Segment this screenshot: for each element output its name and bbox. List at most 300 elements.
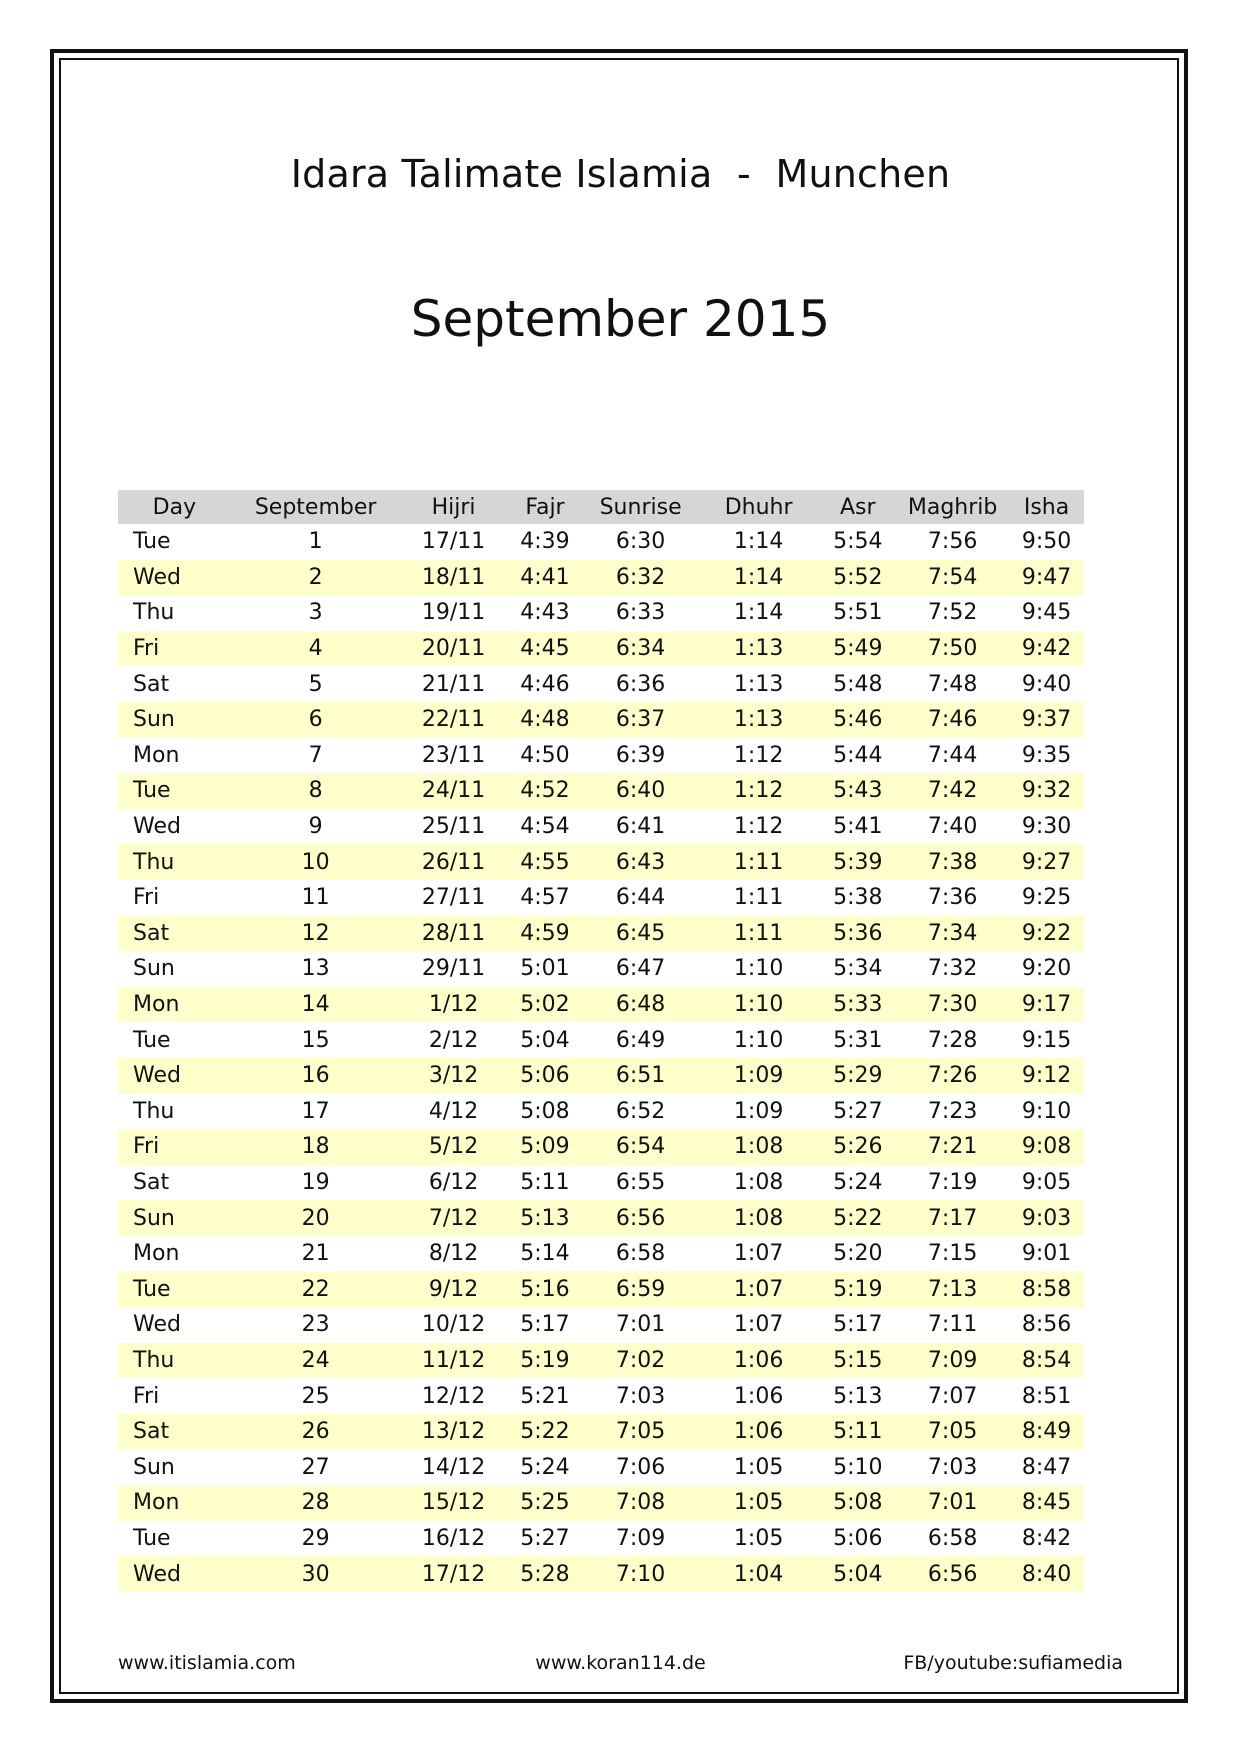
cell-hijri: 19/11: [421, 600, 486, 626]
cell-maghrib: 7:48: [927, 671, 978, 697]
cell-maghrib: 7:38: [896, 844, 1009, 880]
cell-day: Fri: [133, 1383, 160, 1409]
cell-isha: 8:54: [1009, 1343, 1084, 1379]
cell-sunrise: 6:45: [583, 916, 698, 952]
cell-dhuhr: 1:14: [733, 529, 784, 555]
cell-fajr: 5:19: [507, 1343, 584, 1379]
cell-fajr: 5:11: [520, 1169, 570, 1195]
cell-maghrib: 7:19: [927, 1169, 978, 1195]
cell-hijri: 7/12: [401, 1200, 507, 1236]
cell-maghrib: 7:30: [896, 987, 1009, 1023]
cell-sunrise: 6:41: [615, 814, 666, 840]
table-row: [118, 844, 1084, 880]
cell-fajr: 4:55: [507, 844, 584, 880]
cell-asr: 5:10: [833, 1454, 883, 1480]
cell-fajr: 5:04: [520, 1027, 570, 1053]
cell-day: Tue: [118, 773, 231, 809]
cell-dhuhr: 1:05: [733, 1525, 784, 1551]
cell-asr: 5:19: [819, 1271, 896, 1307]
cell-dhuhr: 1:04: [698, 1556, 820, 1592]
cell-sunrise: 6:47: [615, 956, 666, 982]
cell-asr: 5:08: [819, 1485, 896, 1521]
table-row: [118, 1271, 1084, 1307]
cell-day: Tue: [133, 529, 171, 555]
cell-dhuhr: 1:10: [698, 987, 820, 1023]
table-row: [118, 916, 1084, 952]
cell-sunrise: 6:37: [583, 702, 698, 738]
cell-sunrise: 7:03: [615, 1383, 666, 1409]
cell-maghrib: 7:07: [927, 1383, 978, 1409]
cell-date: 23: [301, 1312, 330, 1338]
cell-isha: 8:58: [1009, 1271, 1084, 1307]
cell-day: Wed: [118, 1058, 231, 1094]
cell-maghrib: 7:54: [896, 560, 1009, 596]
cell-dhuhr: 1:11: [698, 844, 820, 880]
cell-hijri: 17/11: [421, 529, 486, 555]
cell-dhuhr: 1:13: [733, 671, 784, 697]
cell-asr: 5:38: [833, 885, 883, 911]
cell-sunrise: 6:56: [583, 1200, 698, 1236]
cell-date: 17: [301, 1098, 330, 1124]
cell-maghrib: 7:01: [896, 1485, 1009, 1521]
cell-hijri: 17/12: [401, 1556, 507, 1592]
cell-dhuhr: 1:05: [698, 1485, 820, 1521]
cell-fajr: 5:17: [520, 1312, 570, 1338]
cell-isha: 9:30: [1021, 814, 1072, 840]
column-header-sunrise: Sunrise: [583, 490, 698, 524]
cell-sunrise: 6:58: [615, 1241, 666, 1267]
table-row: [118, 738, 1084, 774]
table-row: [118, 1485, 1084, 1521]
cell-day: Thu: [133, 600, 175, 626]
cell-fajr: 5:02: [507, 987, 584, 1023]
cell-fajr: 5:01: [520, 956, 570, 982]
cell-dhuhr: 1:09: [733, 1098, 784, 1124]
column-header-dhuhr: Dhuhr: [698, 490, 820, 524]
cell-sunrise: 6:54: [583, 1129, 698, 1165]
footer-link-koran114[interactable]: www.koran114.de: [535, 1652, 706, 1674]
cell-day: Sat: [133, 1169, 170, 1195]
cell-maghrib: 7:23: [927, 1098, 978, 1124]
cell-day: Sun: [118, 1200, 231, 1236]
cell-date: 12: [231, 916, 401, 952]
cell-fajr: 4:46: [520, 671, 570, 697]
cell-hijri: 1/12: [401, 987, 507, 1023]
cell-fajr: 5:13: [507, 1200, 584, 1236]
cell-sunrise: 6:43: [583, 844, 698, 880]
table-row: [118, 1449, 1084, 1485]
cell-asr: 5:20: [833, 1241, 883, 1267]
table-row: [118, 1521, 1084, 1557]
cell-fajr: 5:09: [507, 1129, 584, 1165]
cell-day: Thu: [118, 844, 231, 880]
cell-fajr: 5:14: [520, 1241, 570, 1267]
cell-isha: 9:22: [1009, 916, 1084, 952]
column-header-asr: Asr: [819, 490, 896, 524]
cell-dhuhr: 1:12: [733, 814, 784, 840]
cell-date: 2: [231, 560, 401, 596]
cell-date: 29: [301, 1525, 330, 1551]
cell-fajr: 4:50: [520, 742, 570, 768]
cell-sunrise: 6:48: [583, 987, 698, 1023]
cell-asr: 5:06: [833, 1525, 883, 1551]
cell-hijri: 10/12: [421, 1312, 486, 1338]
cell-date: 4: [231, 631, 401, 667]
cell-isha: 9:37: [1009, 702, 1084, 738]
cell-maghrib: 7:11: [927, 1312, 978, 1338]
cell-asr: 5:52: [819, 560, 896, 596]
table-row: [118, 809, 1084, 845]
table-row: [118, 1307, 1084, 1343]
cell-maghrib: 7:36: [927, 885, 978, 911]
cell-sunrise: 6:59: [583, 1271, 698, 1307]
cell-maghrib: 7:42: [896, 773, 1009, 809]
cell-isha: 9:42: [1009, 631, 1084, 667]
cell-asr: 5:41: [833, 814, 883, 840]
cell-asr: 5:22: [819, 1200, 896, 1236]
cell-dhuhr: 1:10: [733, 1027, 784, 1053]
table-row: [118, 1022, 1084, 1058]
cell-maghrib: 7:15: [927, 1241, 978, 1267]
cell-dhuhr: 1:07: [733, 1312, 784, 1338]
cell-maghrib: 7:56: [927, 529, 978, 555]
footer-link-itislamia[interactable]: www.itislamia.com: [118, 1652, 296, 1674]
cell-isha: 9:10: [1021, 1098, 1072, 1124]
cell-hijri: 3/12: [401, 1058, 507, 1094]
cell-isha: 8:45: [1009, 1485, 1084, 1521]
cell-asr: 5:11: [819, 1414, 896, 1450]
cell-date: 1: [308, 529, 323, 555]
cell-isha: 9:27: [1009, 844, 1084, 880]
month-title: September 2015: [410, 290, 831, 348]
cell-isha: 9:01: [1021, 1241, 1072, 1267]
cell-fajr: 4:59: [507, 916, 584, 952]
cell-fajr: 5:21: [520, 1383, 570, 1409]
cell-day: Sun: [118, 702, 231, 738]
cell-isha: 8:42: [1021, 1525, 1072, 1551]
cell-sunrise: 6:34: [583, 631, 698, 667]
cell-isha: 9:32: [1009, 773, 1084, 809]
cell-isha: 9:12: [1009, 1058, 1084, 1094]
cell-date: 20: [231, 1200, 401, 1236]
cell-sunrise: 6:36: [615, 671, 666, 697]
cell-date: 30: [231, 1556, 401, 1592]
cell-sunrise: 6:39: [615, 742, 666, 768]
cell-maghrib: 7:05: [896, 1414, 1009, 1450]
cell-day: Sun: [133, 956, 175, 982]
cell-isha: 8:56: [1021, 1312, 1072, 1338]
cell-asr: 5:04: [819, 1556, 896, 1592]
cell-isha: 9:35: [1021, 742, 1072, 768]
cell-dhuhr: 1:10: [733, 956, 784, 982]
cell-maghrib: 7:32: [927, 956, 978, 982]
cell-maghrib: 6:56: [896, 1556, 1009, 1592]
cell-hijri: 12/12: [421, 1383, 486, 1409]
cell-hijri: 23/11: [421, 742, 486, 768]
cell-sunrise: 6:33: [615, 600, 666, 626]
cell-dhuhr: 1:06: [733, 1383, 784, 1409]
table-row: [118, 880, 1084, 916]
cell-fajr: 4:39: [520, 529, 570, 555]
cell-dhuhr: 1:08: [698, 1200, 820, 1236]
cell-maghrib: 7:28: [927, 1027, 978, 1053]
cell-sunrise: 7:08: [583, 1485, 698, 1521]
cell-sunrise: 7:10: [583, 1556, 698, 1592]
cell-day: Mon: [133, 742, 180, 768]
cell-hijri: 16/12: [421, 1525, 486, 1551]
cell-fajr: 4:48: [507, 702, 584, 738]
cell-asr: 5:54: [833, 529, 883, 555]
cell-day: Mon: [118, 987, 231, 1023]
table-row: [118, 1236, 1084, 1272]
cell-fajr: 5:08: [520, 1098, 570, 1124]
cell-date: 16: [231, 1058, 401, 1094]
cell-date: 15: [301, 1027, 330, 1053]
cell-asr: 5:33: [819, 987, 896, 1023]
cell-maghrib: 7:17: [896, 1200, 1009, 1236]
cell-fajr: 4:43: [520, 600, 570, 626]
table-row: [118, 524, 1084, 560]
cell-sunrise: 7:02: [583, 1343, 698, 1379]
table-row: [118, 987, 1084, 1023]
cell-dhuhr: 1:09: [698, 1058, 820, 1094]
cell-dhuhr: 1:12: [698, 773, 820, 809]
cell-date: 3: [308, 600, 323, 626]
cell-maghrib: 7:46: [896, 702, 1009, 738]
cell-isha: 8:49: [1009, 1414, 1084, 1450]
cell-date: 24: [231, 1343, 401, 1379]
cell-date: 8: [231, 773, 401, 809]
cell-isha: 9:15: [1021, 1027, 1072, 1053]
cell-date: 28: [231, 1485, 401, 1521]
cell-dhuhr: 1:13: [698, 702, 820, 738]
cell-asr: 5:27: [833, 1098, 883, 1124]
cell-sunrise: 6:32: [583, 560, 698, 596]
cell-asr: 5:51: [833, 600, 883, 626]
column-header-maghrib: Maghrib: [896, 490, 1009, 524]
cell-date: 26: [231, 1414, 401, 1450]
cell-fajr: 5:24: [520, 1454, 570, 1480]
cell-asr: 5:24: [833, 1169, 883, 1195]
cell-day: Wed: [118, 560, 231, 596]
cell-isha: 8:40: [1009, 1556, 1084, 1592]
cell-maghrib: 7:13: [896, 1271, 1009, 1307]
cell-day: Thu: [133, 1098, 175, 1124]
cell-hijri: 29/11: [421, 956, 486, 982]
cell-dhuhr: 1:11: [733, 885, 784, 911]
cell-isha: 9:05: [1021, 1169, 1072, 1195]
table-row: [118, 1200, 1084, 1236]
cell-asr: 5:31: [833, 1027, 883, 1053]
cell-dhuhr: 1:06: [698, 1414, 820, 1450]
cell-date: 13: [301, 956, 330, 982]
table-row: [118, 1165, 1084, 1201]
cell-day: Mon: [118, 1485, 231, 1521]
cell-asr: 5:13: [833, 1383, 883, 1409]
table-row: [118, 1414, 1084, 1450]
cell-maghrib: 7:40: [927, 814, 978, 840]
cell-sunrise: 7:06: [615, 1454, 666, 1480]
cell-maghrib: 7:44: [927, 742, 978, 768]
cell-asr: 5:26: [819, 1129, 896, 1165]
cell-day: Sat: [133, 671, 170, 697]
table-row: [118, 1556, 1084, 1592]
cell-sunrise: 7:09: [615, 1525, 666, 1551]
cell-date: 10: [231, 844, 401, 880]
table-row: [118, 702, 1084, 738]
cell-sunrise: 6:55: [615, 1169, 666, 1195]
cell-hijri: 6/12: [428, 1169, 479, 1195]
cell-hijri: 25/11: [421, 814, 486, 840]
cell-day: Tue: [118, 1271, 231, 1307]
cell-dhuhr: 1:05: [733, 1454, 784, 1480]
cell-sunrise: 6:52: [615, 1098, 666, 1124]
cell-day: Tue: [133, 1525, 171, 1551]
cell-isha: 9:17: [1009, 987, 1084, 1023]
cell-fajr: 5:22: [507, 1414, 584, 1450]
cell-maghrib: 7:26: [896, 1058, 1009, 1094]
cell-fajr: 5:27: [520, 1525, 570, 1551]
table-row: [118, 1094, 1084, 1130]
cell-day: Sat: [118, 1414, 231, 1450]
cell-isha: 9:40: [1021, 671, 1072, 697]
cell-hijri: 18/11: [401, 560, 507, 596]
cell-dhuhr: 1:07: [733, 1241, 784, 1267]
cell-asr: 5:39: [819, 844, 896, 880]
footer-social-handle: FB/youtube:sufiamedia: [903, 1652, 1123, 1674]
cell-date: 9: [308, 814, 323, 840]
cell-isha: 9:47: [1009, 560, 1084, 596]
cell-fajr: 5:16: [507, 1271, 584, 1307]
cell-hijri: 13/12: [401, 1414, 507, 1450]
prayer-timetable: [118, 490, 1084, 1592]
cell-date: 21: [301, 1241, 330, 1267]
cell-sunrise: 6:40: [583, 773, 698, 809]
cell-asr: 5:17: [833, 1312, 883, 1338]
table-row: [118, 560, 1084, 596]
cell-day: Wed: [118, 1556, 231, 1592]
cell-dhuhr: 1:14: [698, 560, 820, 596]
cell-isha: 8:51: [1021, 1383, 1072, 1409]
cell-hijri: 11/12: [401, 1343, 507, 1379]
cell-sunrise: 6:30: [615, 529, 666, 555]
table-row: [118, 1343, 1084, 1379]
cell-dhuhr: 1:06: [698, 1343, 820, 1379]
cell-isha: 9:08: [1009, 1129, 1084, 1165]
table-row: [118, 951, 1084, 987]
cell-dhuhr: 1:08: [698, 1129, 820, 1165]
cell-isha: 8:47: [1021, 1454, 1072, 1480]
cell-hijri: 5/12: [401, 1129, 507, 1165]
cell-day: Mon: [133, 1241, 180, 1267]
table-row: [118, 1378, 1084, 1414]
cell-hijri: 14/12: [421, 1454, 486, 1480]
cell-maghrib: 7:50: [896, 631, 1009, 667]
cell-date: 5: [308, 671, 323, 697]
cell-asr: 5:49: [819, 631, 896, 667]
cell-date: 18: [231, 1129, 401, 1165]
cell-hijri: 27/11: [421, 885, 486, 911]
cell-hijri: 8/12: [428, 1241, 479, 1267]
column-header-isha: Isha: [1009, 490, 1084, 524]
table-row: [118, 1058, 1084, 1094]
table-row: [118, 1129, 1084, 1165]
cell-hijri: 2/12: [428, 1027, 479, 1053]
cell-date: 14: [231, 987, 401, 1023]
cell-hijri: 20/11: [401, 631, 507, 667]
cell-hijri: 28/11: [401, 916, 507, 952]
cell-sunrise: 6:51: [583, 1058, 698, 1094]
cell-isha: 9:03: [1009, 1200, 1084, 1236]
cell-day: Wed: [133, 814, 181, 840]
cell-sunrise: 6:44: [615, 885, 666, 911]
cell-sunrise: 7:05: [583, 1414, 698, 1450]
cell-date: 7: [308, 742, 323, 768]
cell-asr: 5:48: [833, 671, 883, 697]
table-row: [118, 666, 1084, 702]
cell-date: 22: [231, 1271, 401, 1307]
cell-day: Fri: [133, 885, 160, 911]
cell-dhuhr: 1:11: [698, 916, 820, 952]
organization-title: Idara Talimate Islamia - Munchen: [290, 152, 951, 196]
cell-asr: 5:36: [819, 916, 896, 952]
table-header-row: [118, 490, 1084, 524]
cell-isha: 9:45: [1021, 600, 1072, 626]
table-body: [118, 524, 1084, 1592]
cell-fajr: 4:54: [520, 814, 570, 840]
cell-maghrib: 7:21: [896, 1129, 1009, 1165]
cell-hijri: 15/12: [401, 1485, 507, 1521]
cell-asr: 5:15: [819, 1343, 896, 1379]
cell-asr: 5:43: [819, 773, 896, 809]
table-row: [118, 631, 1084, 667]
cell-day: Tue: [133, 1027, 171, 1053]
cell-maghrib: 7:34: [896, 916, 1009, 952]
cell-asr: 5:29: [819, 1058, 896, 1094]
cell-asr: 5:34: [833, 956, 883, 982]
cell-date: 11: [301, 885, 330, 911]
cell-hijri: 22/11: [401, 702, 507, 738]
cell-date: 19: [301, 1169, 330, 1195]
table-row: [118, 773, 1084, 809]
cell-fajr: 4:57: [520, 885, 570, 911]
cell-day: Sun: [133, 1454, 175, 1480]
cell-isha: 9:50: [1021, 529, 1072, 555]
cell-sunrise: 6:49: [615, 1027, 666, 1053]
cell-sunrise: 7:01: [615, 1312, 666, 1338]
cell-asr: 5:46: [819, 702, 896, 738]
cell-asr: 5:44: [833, 742, 883, 768]
cell-hijri: 24/11: [401, 773, 507, 809]
cell-date: 27: [301, 1454, 330, 1480]
cell-fajr: 4:45: [507, 631, 584, 667]
column-header-hijri: Hijri: [401, 490, 507, 524]
cell-maghrib: 7:09: [896, 1343, 1009, 1379]
cell-dhuhr: 1:14: [733, 600, 784, 626]
cell-dhuhr: 1:12: [733, 742, 784, 768]
cell-fajr: 4:41: [507, 560, 584, 596]
column-header-day: Day: [118, 490, 231, 524]
cell-fajr: 4:52: [507, 773, 584, 809]
cell-isha: 9:25: [1021, 885, 1072, 911]
column-header-september: September: [231, 490, 401, 524]
cell-hijri: 9/12: [401, 1271, 507, 1307]
cell-dhuhr: 1:13: [698, 631, 820, 667]
cell-dhuhr: 1:08: [733, 1169, 784, 1195]
cell-date: 6: [231, 702, 401, 738]
cell-date: 25: [301, 1383, 330, 1409]
cell-dhuhr: 1:07: [698, 1271, 820, 1307]
